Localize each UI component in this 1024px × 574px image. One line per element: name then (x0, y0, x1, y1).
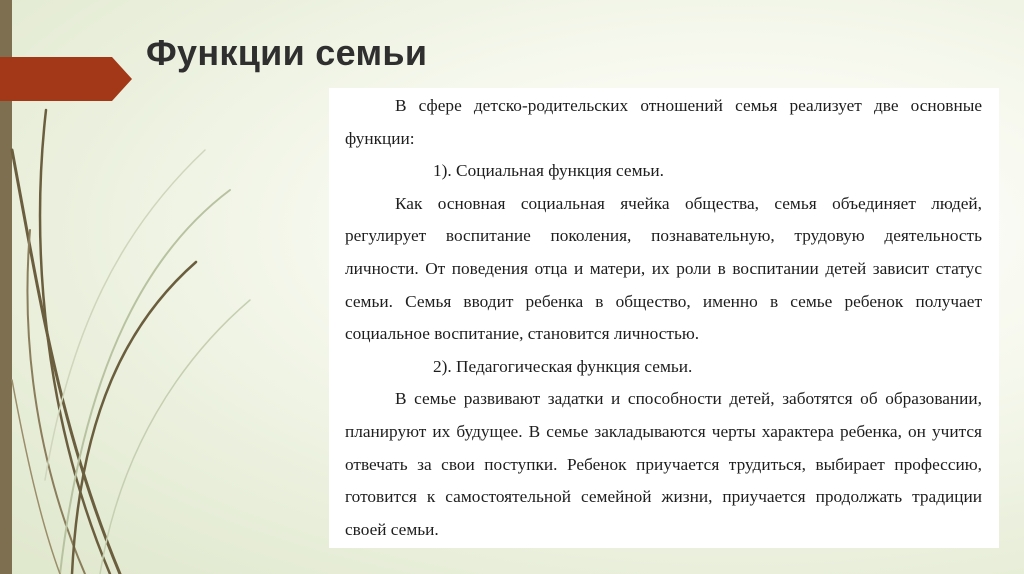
slide-title: Функции семьи (146, 32, 428, 73)
intro-paragraph: В сфере детско-родительских отношений семья реализует две основные функции: (345, 96, 982, 148)
pedagogical-function-heading: 2). Педагогическая функция семьи. (433, 356, 693, 376)
pedagogical-function-paragraph: В семье развивают задатки и способности детей, заботятся об образовании, планируют их будущее. В семье закладываются черты характера ребенка, он учится отвечать за свои поступки. Ребенок приучается трудиться, выбирает профессию, готовится к самостоятельной семейной жизни, приучается продолжать традиции своей семьи. (345, 389, 982, 539)
social-function-heading: 1). Социальная функция семьи. (433, 161, 664, 181)
title-accent-arrow (0, 57, 132, 101)
social-function-paragraph: Как основная социальная ячейка общества, семья объединяет людей, регулирует воспитание поколения, познавательную, трудовую деятельность личности. От поведения отца и матери, их роли в воспитании детей зависит статус семьи. Семья вводит ребенка в общество, именно в семье ребенок получает социальное воспитание, становится личностью. (345, 193, 982, 344)
text-panel (329, 88, 999, 548)
